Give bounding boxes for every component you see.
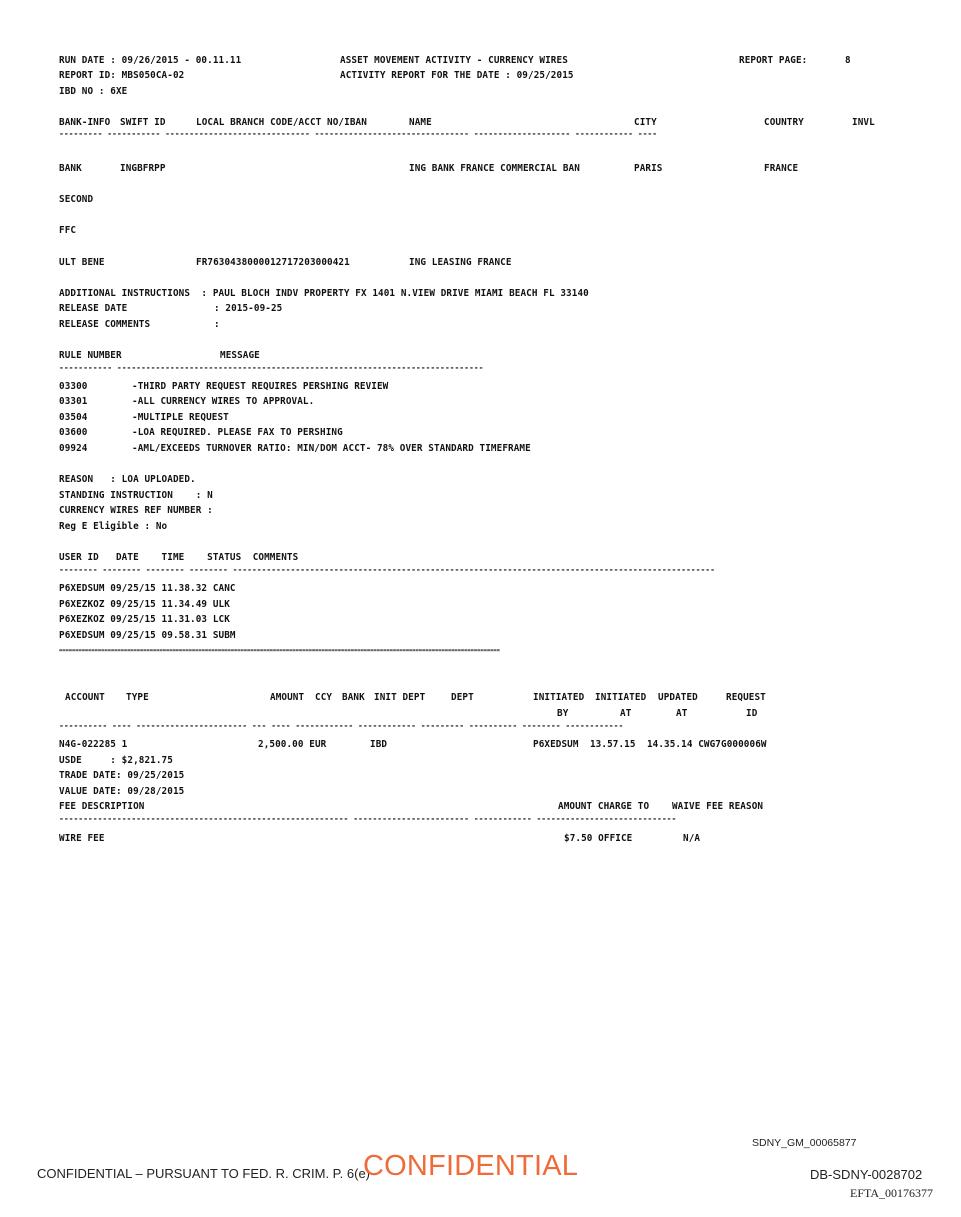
- col-swift-id: SWIFT ID: [120, 117, 166, 128]
- status-log-header: USER ID DATE TIME STATUS COMMENTS: [59, 552, 299, 563]
- fee-row-waive: N/A: [683, 833, 701, 844]
- rule-number-5: 09924: [59, 443, 88, 454]
- second-label: SECOND: [59, 194, 94, 205]
- report-subtitle: ACTIVITY REPORT FOR THE DATE : 09/25/2015: [340, 70, 574, 81]
- acct-col-account: ACCOUNT: [65, 692, 105, 703]
- db-sdny-number: DB-SDNY-0028702: [810, 1167, 923, 1182]
- rule-message-4: -LOA REQUIRED. PLEASE FAX TO PERSHING: [132, 427, 343, 438]
- confidential-stamp: CONFIDENTIAL: [363, 1150, 579, 1182]
- fee-description-header: FEE DESCRIPTION: [59, 801, 145, 812]
- acct-col-dept: DEPT: [451, 692, 474, 703]
- rule-message-5: -AML/EXCEEDS TURNOVER RATIO: MIN/DOM ACCT- 78% OVER STANDARD TIMEFRAME: [132, 443, 531, 454]
- sdny-gm-stamp: SDNY_GM_00065877: [752, 1137, 857, 1149]
- ibd-no: IBD NO : 6XE: [59, 86, 128, 97]
- report-page-value: 8: [845, 55, 851, 66]
- bank-city: PARIS: [634, 163, 663, 174]
- value-date: VALUE DATE: 09/28/2015: [59, 786, 185, 797]
- acct-col-request: REQUEST: [726, 692, 766, 703]
- status-log-row: P6XEZKOZ 09/25/15 11.31.03 LCK: [59, 614, 230, 625]
- bank-label: BANK: [59, 163, 82, 174]
- fee-rule: ------------------------------------------------------------ ------------------------ ------------ -----------------------------: [59, 813, 677, 823]
- status-log-rule: -------- -------- -------- -------- ----------------------------------------------------------------------------------------------------: [59, 564, 715, 574]
- standing-instruction: STANDING INSTRUCTION : N: [59, 490, 213, 501]
- account-rule: ---------- ---- ----------------------- --- ---- ------------ ------------ --------- ---------- -------- ------------: [59, 720, 624, 730]
- rule-number-4: 03600: [59, 427, 88, 438]
- bank-swift: INGBFRPP: [120, 163, 166, 174]
- acct-col-type: TYPE: [126, 692, 149, 703]
- acct-col-at2: AT: [676, 708, 688, 719]
- col-bank-info: BANK-INFO: [59, 117, 111, 128]
- acct-col-ccy: CCY: [315, 692, 333, 703]
- reg-e-eligible: Reg E Eligible : No: [59, 521, 168, 532]
- col-name: NAME: [409, 117, 432, 128]
- fee-row-description: WIRE FEE: [59, 833, 105, 844]
- report-id: REPORT ID: MBS050CA-02: [59, 70, 185, 81]
- col-invl: INVL: [852, 117, 875, 128]
- account-number: N4G-022285 1: [59, 739, 128, 750]
- rules-rule-line: ----------- ----------------------------------------------------------------------------: [59, 362, 484, 372]
- ult-bene-iban: FR7630438000012717203000421: [196, 257, 350, 268]
- report-page-label: REPORT PAGE:: [739, 55, 808, 66]
- col-city: CITY: [634, 117, 657, 128]
- ult-bene-label: ULT BENE: [59, 257, 105, 268]
- acct-col-updated: UPDATED: [658, 692, 698, 703]
- rule-number-header: RULE NUMBER: [59, 350, 122, 361]
- status-log-row: P6XEDSUM 09/25/15 09.58.31 SUBM: [59, 630, 236, 641]
- currency-wires-ref: CURRENCY WIRES REF NUMBER :: [59, 505, 213, 516]
- acct-col-by: BY: [557, 708, 569, 719]
- account-init-dept: IBD: [370, 739, 388, 750]
- rule-message-3: -MULTIPLE REQUEST: [132, 412, 229, 423]
- report-title: ASSET MOVEMENT ACTIVITY - CURRENCY WIRES: [340, 55, 568, 66]
- acct-col-at1: AT: [620, 708, 632, 719]
- bank-table-rule: --------- ----------- ------------------------------ -------------------------------- -------------------- ------------ ----: [59, 128, 658, 138]
- rule-number-1: 03300: [59, 381, 88, 392]
- reason-line: REASON : LOA UPLOADED.: [59, 474, 196, 485]
- run-date: RUN DATE : 09/26/2015 - 00.11.11: [59, 55, 242, 66]
- bank-name: ING BANK FRANCE COMMERCIAL BAN: [409, 163, 580, 174]
- acct-col-initiated-at: INITIATED: [595, 692, 647, 703]
- acct-col-id: ID: [746, 708, 758, 719]
- ult-bene-name: ING LEASING FRANCE: [409, 257, 512, 268]
- release-comments-label: RELEASE COMMENTS: [59, 319, 151, 330]
- acct-col-initiated-by: INITIATED: [533, 692, 585, 703]
- rule-number-2: 03301: [59, 396, 88, 407]
- rule-number-3: 03504: [59, 412, 88, 423]
- trade-date: TRADE DATE: 09/25/2015: [59, 770, 185, 781]
- additional-instructions: ADDITIONAL INSTRUCTIONS : PAUL BLOCH INDV PROPERTY FX 1401 N.VIEW DRIVE MIAMI BEACH FL 33140: [59, 288, 589, 299]
- account-amount: 2,500.00 EUR: [258, 739, 327, 750]
- double-rule: ========================================================================================================================================: [59, 648, 500, 654]
- col-local-branch: LOCAL BRANCH CODE/ACCT NO/IBAN: [196, 117, 367, 128]
- acct-col-amount: AMOUNT: [270, 692, 305, 703]
- release-date-label: RELEASE DATE: [59, 303, 128, 314]
- efta-number: EFTA_00176377: [850, 1186, 934, 1200]
- col-country: COUNTRY: [764, 117, 804, 128]
- rule-message-header: MESSAGE: [220, 350, 260, 361]
- rule-message-1: -THIRD PARTY REQUEST REQUIRES PERSHING REVIEW: [132, 381, 389, 392]
- release-comments-value: :: [214, 319, 220, 330]
- status-log-row: P6XEDSUM 09/25/15 11.38.32 CANC: [59, 583, 236, 594]
- status-log-row: P6XEZKOZ 09/25/15 11.34.49 ULK: [59, 599, 230, 610]
- fee-header-right: AMOUNT CHARGE TO WAIVE FEE REASON: [558, 801, 764, 812]
- fee-row-amount: $7.50 OFFICE: [564, 833, 633, 844]
- account-initiated-detail: P6XEDSUM 13.57.15 14.35.14 CWG7G000006W: [533, 739, 767, 750]
- bank-country: FRANCE: [764, 163, 799, 174]
- acct-col-init-dept: INIT DEPT: [374, 692, 426, 703]
- rule-message-2: -ALL CURRENCY WIRES TO APPROVAL.: [132, 396, 315, 407]
- confidential-notice: CONFIDENTIAL – PURSUANT TO FED. R. CRIM. P. 6(e): [37, 1166, 371, 1181]
- acct-col-bank: BANK: [342, 692, 365, 703]
- usde-line: USDE : $2,821.75: [59, 755, 173, 766]
- release-date-value: : 2015-09-25: [214, 303, 283, 314]
- ffc-label: FFC: [59, 225, 77, 236]
